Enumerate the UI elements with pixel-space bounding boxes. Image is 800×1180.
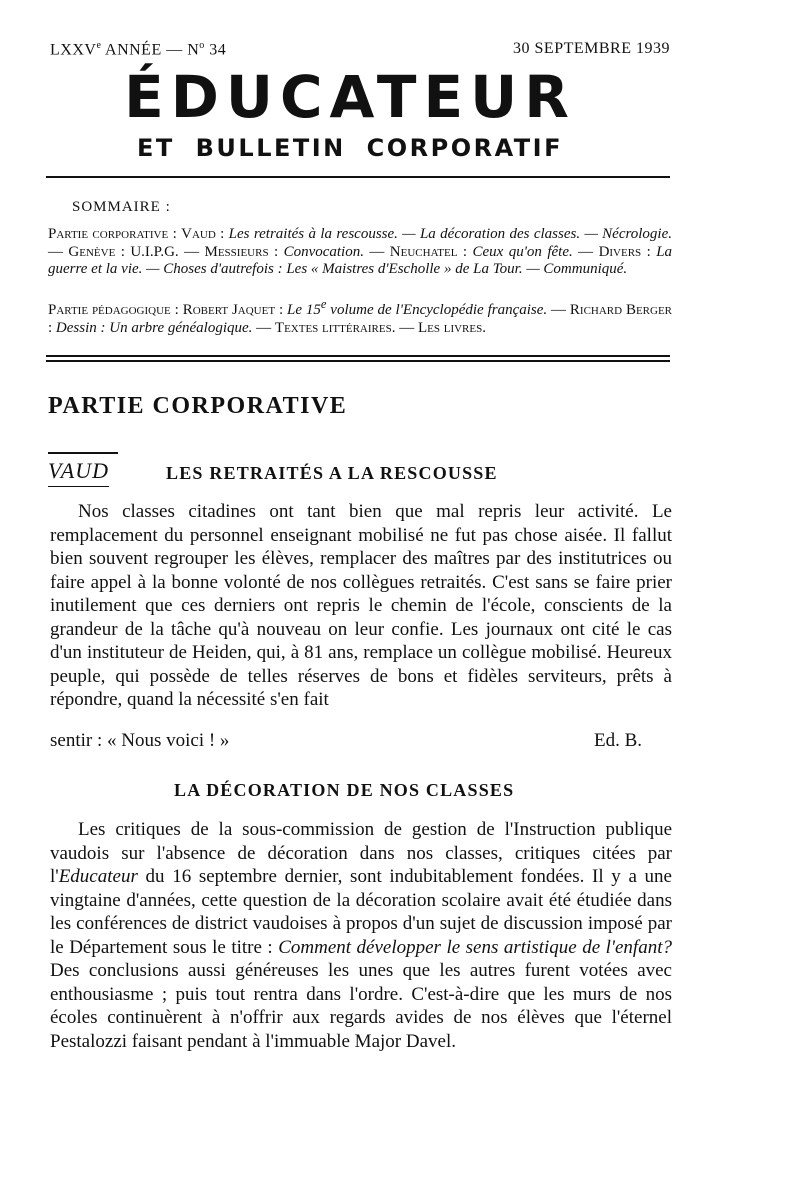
issue-line bbox=[50, 40, 670, 60]
masthead-title: ÉDUCATEUR bbox=[124, 63, 576, 131]
article-1-title: LES RETRAITÉS A LA RESCOUSSE bbox=[166, 463, 498, 483]
article-2-body: Les critiques de la sous-commission de gestion de l'Instruction publique vaudois sur l'absence de décoration dans nos classes, critiques citées par l'Educateur du 16 septembre dernier, sont indubitablement fondées. Il y a une vingtaine d'années, cette question de la décoration scolaire avait été étudiée dans les conférences de district vaudoises à propos d'un sujet de discussion imposé par le Département sous le titre : Comment développer le sens artistique de l'enfant? Des conclusions aussi généreuses les unes que les autres furent votées avec enthousiasme ; puis tout rentra dans l'ordre. C'est-à-dire que les murs de nos écoles continuèrent à n'offrir aux regards avides de nos élèves que l'éternel Pestalozzi faisant pendant à l'immuable Major Davel. bbox=[50, 819, 672, 1052]
issue-number: LXXVe ANNÉE — $N^o$ 34 bbox=[50, 40, 227, 59]
section-title: PARTIE CORPORATIVE bbox=[48, 393, 348, 419]
toc-corporative: Partie corporative : Vaud : Les retraités à la rescousse. — La décoration des classes. — Nécrologie. — Genève : U.I.P.G. — Messieurs : Convocation. — Neuchatel : Ceux qu'on fête. — Divers : La guerre et la vie. — Choses d'autrefois : Les « Maistres d'Escholle » de La Tour. — Communiqué. bbox=[48, 226, 673, 277]
header-rule bbox=[46, 176, 670, 178]
issue-date: 30 SEPTEMBRE 1939 bbox=[513, 40, 670, 57]
article-1-signature: Ed. B. bbox=[593, 730, 642, 751]
masthead-subtitle: ET BULLETIN CORPORATIF bbox=[137, 134, 563, 162]
region-overline bbox=[48, 452, 118, 454]
sommaire-rule-1 bbox=[46, 355, 670, 357]
region-label: VAUD bbox=[48, 458, 109, 487]
article-2-title: LA DÉCORATION DE NOS CLASSES bbox=[174, 780, 515, 800]
article-1-last-line: sentir : « Nous voici ! » bbox=[50, 730, 230, 751]
sommaire-label: SOMMAIRE : bbox=[72, 199, 171, 215]
sommaire-rule-2 bbox=[46, 360, 670, 362]
toc-pedagogique: Partie pédagogique : Robert Jaquet : Le 15e volume de l'Encyclopédie française. — Richard Berger : Dessin : Un arbre généalogique. — Textes littéraires. — Les livres. bbox=[48, 297, 673, 336]
article-1-body: Nos classes citadines ont tant bien que mal repris leur activité. Le remplacement du personnel enseignant mobilisé ne fut pas chose aisée. Il fallut bien souvent regrouper les élèves, remplacer des maîtres par des institutrices ou faire appel à la bonne volonté de nos collègues retraités. C'est sans se faire prier inutilement que ces derniers ont repris le chemin de l'école, conscients de la grandeur de la tâche qu'à nouveau on leur confie. Les journaux ont cité le cas d'un instituteur de Heiden, qui, à 81 ans, remplace un collègue mobilisé. Heureux peuple, qui possède de telles réserves de bons et fidèles serviteurs, prêts à répondre, quand la nécessité s'en fait bbox=[50, 501, 672, 710]
article-1-signoff bbox=[50, 730, 672, 754]
